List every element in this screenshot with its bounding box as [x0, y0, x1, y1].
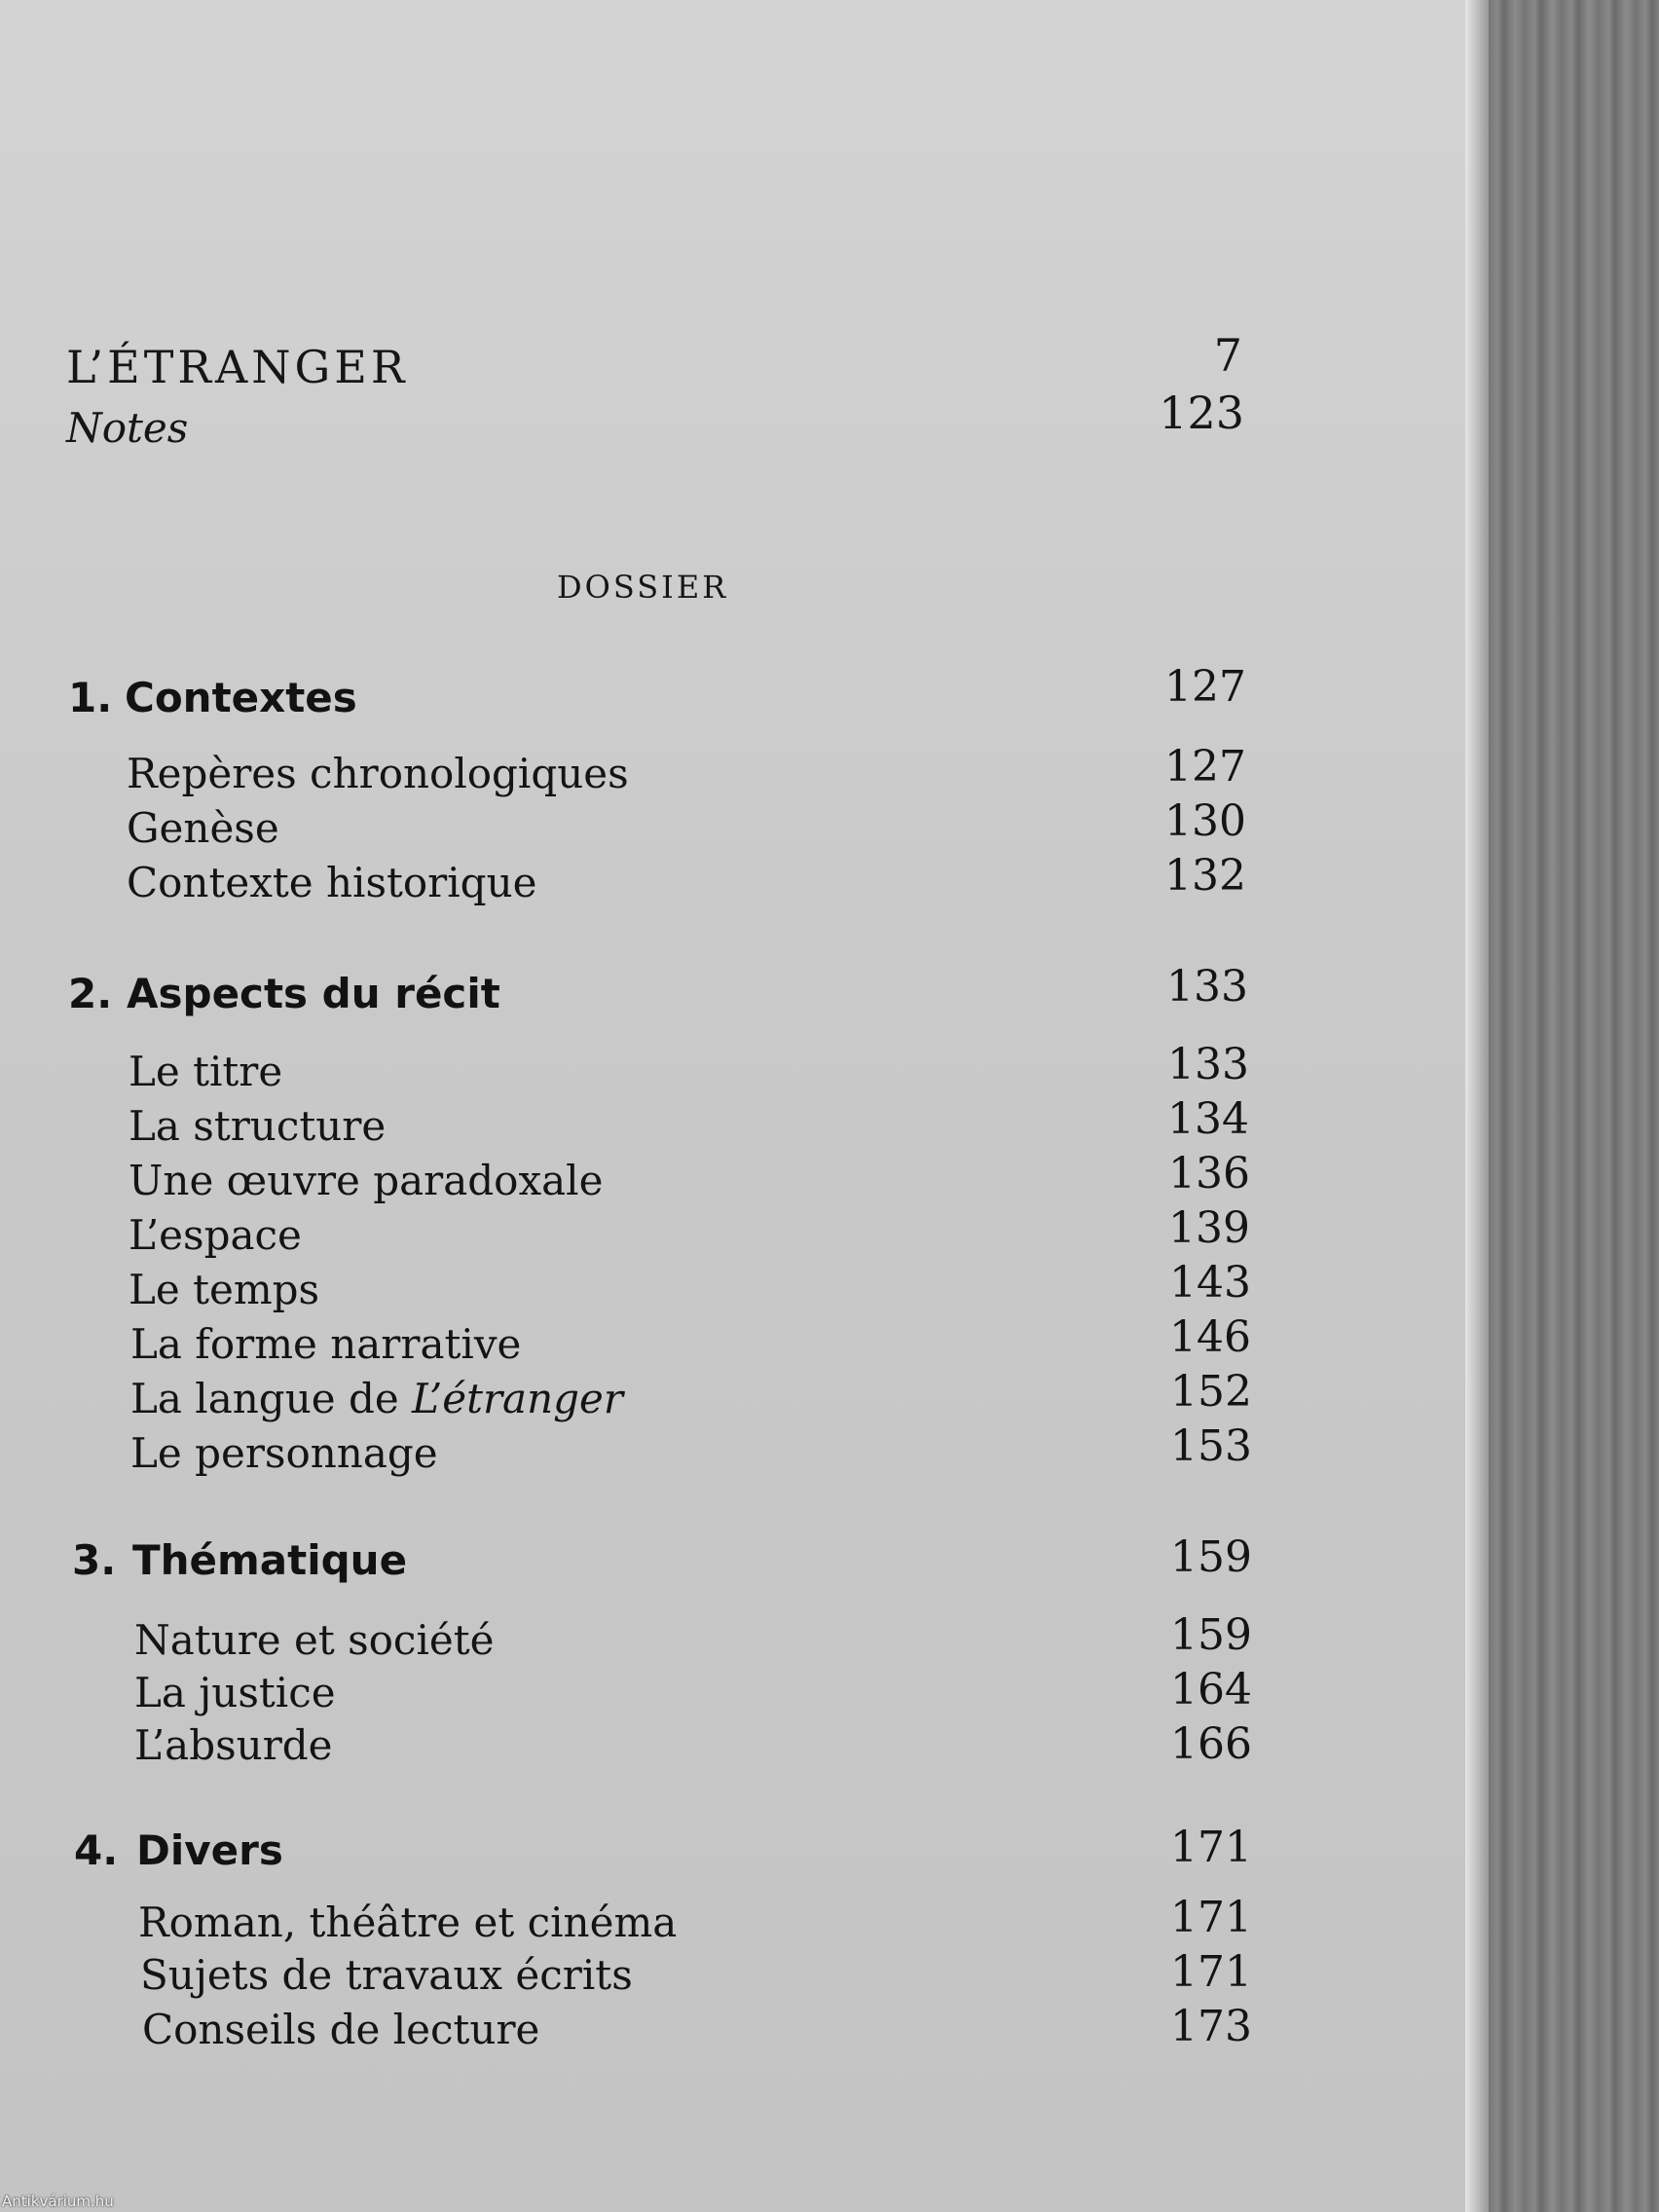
toc-entry-page: 132 [1164, 851, 1246, 901]
toc-entry-label [130, 1375, 623, 1422]
section-page-number: 127 [1164, 662, 1246, 712]
toc-entry-label: Une œuvre paradoxale [129, 1157, 604, 1204]
toc-entry-label: Conseils de lecture [142, 2006, 540, 2053]
toc-entry-label: Le titre [129, 1048, 283, 1095]
toc-entry-page: 152 [1170, 1367, 1252, 1417]
toc-entry-label: Le temps [129, 1266, 320, 1313]
toc-entry-label: Le personnage [130, 1429, 438, 1477]
section-number: 3. [72, 1536, 117, 1584]
toc-entry-page: 133 [1167, 1040, 1249, 1089]
toc-entry-page: 171 [1170, 1947, 1252, 1997]
toc-entry-page: 127 [1164, 742, 1246, 792]
toc-entry-label: L’espace [129, 1211, 302, 1259]
notes-label: Notes [66, 404, 189, 452]
toc-entry-label-italic: L’étranger [412, 1375, 623, 1422]
book-title: L’ÉTRANGER [66, 341, 409, 393]
toc-entry-page: 173 [1170, 2002, 1252, 2051]
toc-entry-page: 136 [1168, 1149, 1250, 1198]
toc-entry-label: Nature et société [134, 1616, 495, 1664]
toc-entry-page: 146 [1169, 1312, 1251, 1362]
section-number: 2. [68, 970, 113, 1017]
toc-entry-label-prefix: La langue de [130, 1375, 413, 1422]
toc-entry-label: Sujets de travaux écrits [140, 1951, 633, 1999]
toc-entry-label: Repères chronologiques [127, 750, 629, 797]
section-title: Aspects du récit [127, 970, 500, 1017]
toc-entry-page: 139 [1168, 1203, 1250, 1253]
toc-entry-label: La forme narrative [130, 1320, 522, 1368]
dossier-heading: DOSSIER [557, 569, 729, 606]
section-page-number: 171 [1170, 1823, 1252, 1872]
toc-entry-label: Genèse [127, 804, 279, 852]
notes-page-number: 123 [1159, 387, 1244, 439]
toc-entry-page: 130 [1164, 796, 1246, 846]
toc-entry-page: 153 [1170, 1421, 1252, 1471]
toc-entry-page: 164 [1170, 1665, 1252, 1714]
watermark: Antikvárium.hu [2, 2193, 114, 2210]
section-title: Thématique [132, 1536, 408, 1584]
section-page-number: 133 [1166, 962, 1248, 1012]
toc-entry-label: La structure [129, 1102, 387, 1150]
toc-entry-page: 143 [1169, 1258, 1251, 1308]
toc-entry-label: Roman, théâtre et cinéma [138, 1899, 678, 1946]
toc-entry-page: 159 [1170, 1610, 1252, 1660]
toc-entry-label: L’absurde [134, 1721, 333, 1769]
toc-entry-page: 171 [1170, 1893, 1252, 1942]
toc-entry-page: 166 [1170, 1719, 1252, 1769]
section-title: Contextes [125, 674, 357, 721]
page-edge [1465, 0, 1489, 2212]
section-number: 1. [68, 674, 113, 721]
section-page-number: 159 [1170, 1532, 1252, 1582]
section-title: Divers [136, 1826, 283, 1874]
toc-entry-page: 134 [1167, 1094, 1249, 1144]
toc-entry-label: Contexte historique [127, 859, 537, 906]
toc-entry-label: La justice [134, 1669, 336, 1716]
section-number: 4. [74, 1826, 119, 1874]
background-fabric [1489, 0, 1659, 2212]
book-title-page-number: 7 [1213, 329, 1242, 382]
